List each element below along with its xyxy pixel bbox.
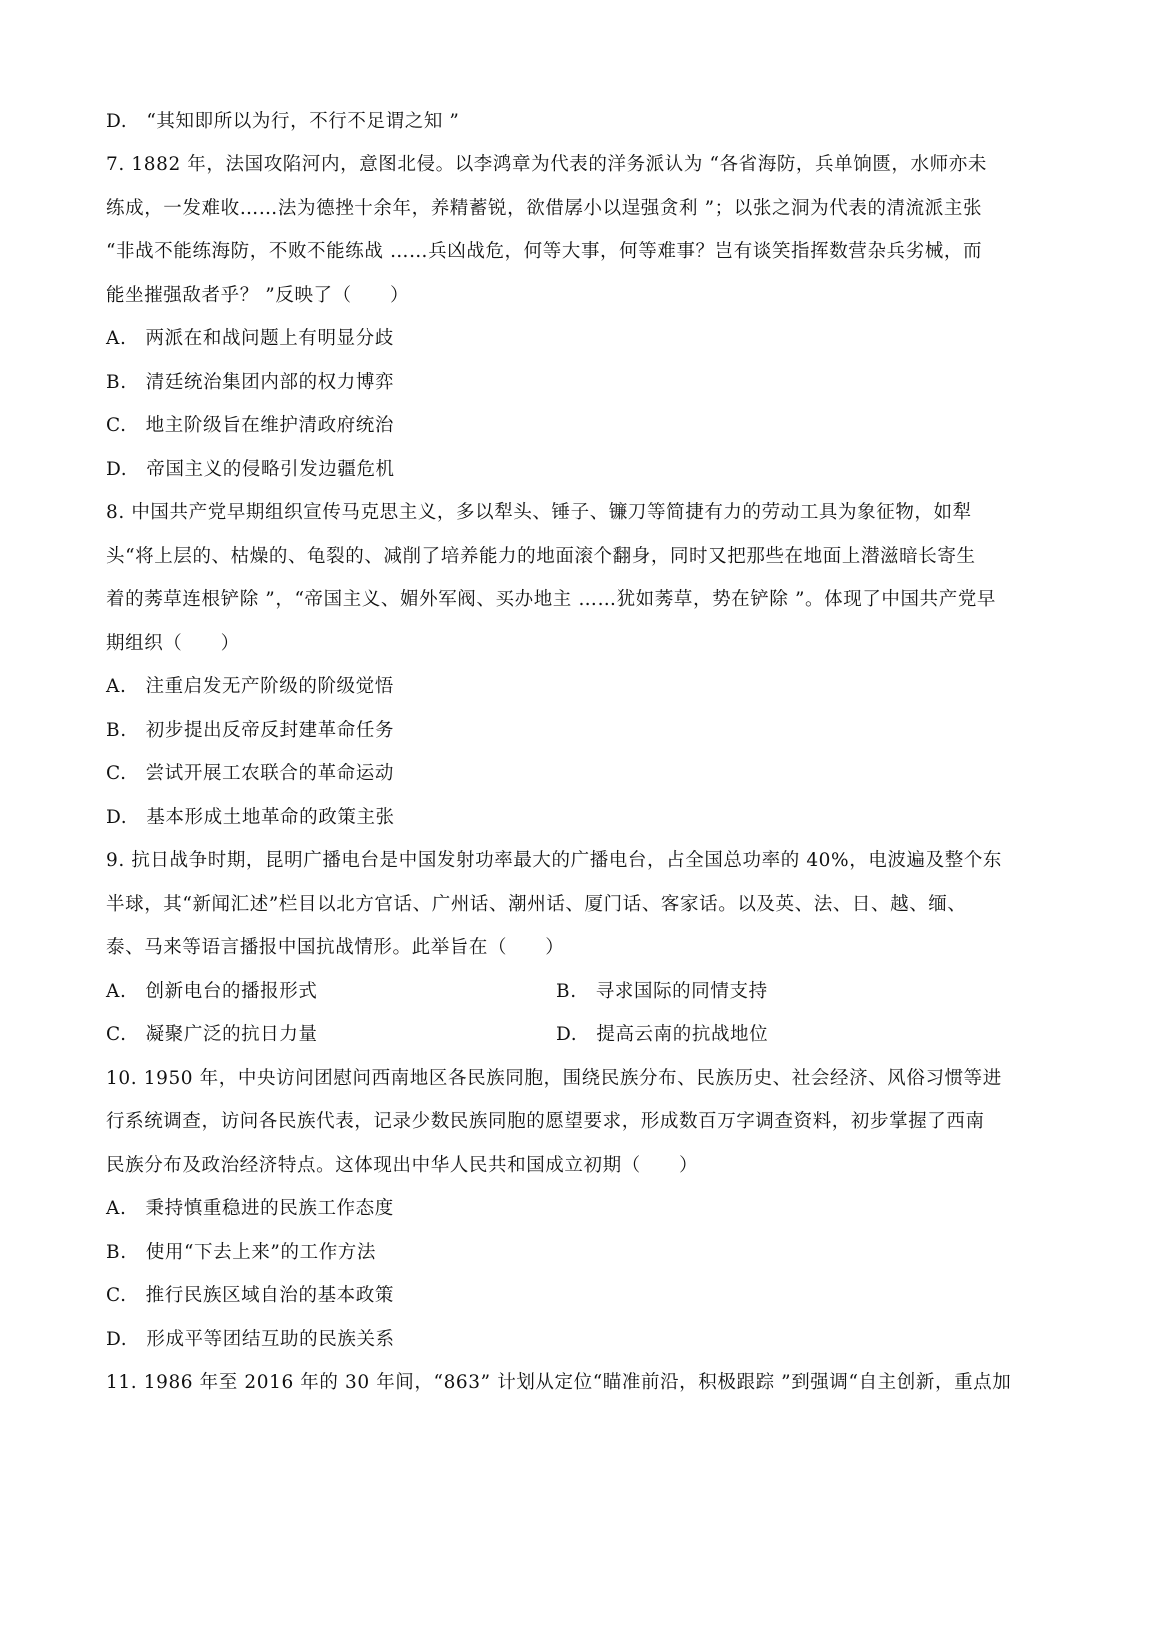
- q9-option-d: D. 提高云南的抗战地位: [556, 1024, 769, 1045]
- q10-stem-line-1: 10. 1950 年，中央访问团慰问西南地区各民族同胞，围绕民族分布、民族历史、社会经济、风俗习惯等进: [106, 1068, 1002, 1089]
- q7-stem-line-1: 7. 1882 年，法国攻陷河内，意图北侵。以李鸿章为代表的洋务派认为 “各省海防，兵单饷匮，水师亦未: [106, 154, 987, 175]
- q8-stem-line-3: 着的莠草连根铲除 ”，“帝国主义、媚外军阀、买办地主 ……犹如莠草，势在铲除 ”。体现了中国共产党早: [106, 589, 997, 610]
- q7-stem-line-2: 练成，一发难收……法为德挫十余年，养精蓄锐，欲借孱小以逞强贪利 ”；以张之洞为代表的清流派主张: [106, 198, 983, 219]
- q9-option-a: A. 创新电台的播报形式: [106, 981, 318, 1002]
- q8-option-b: B. 初步提出反帝反封建革命任务: [106, 720, 395, 741]
- q9-option-b: B. 寻求国际的同情支持: [556, 981, 768, 1002]
- q8-stem-line-4: 期组织（ ）: [106, 633, 240, 654]
- q9-option-c: C. 凝聚广泛的抗日力量: [106, 1024, 318, 1045]
- q10-option-b: B. 使用“下去上来”的工作方法: [106, 1242, 376, 1263]
- q10-option-d: D. 形成平等团结互助的民族关系: [106, 1329, 395, 1350]
- q8-option-c: C. 尝试开展工农联合的革命运动: [106, 763, 394, 784]
- q7-option-a: A. 两派在和战问题上有明显分歧: [106, 328, 394, 349]
- q10-stem-line-3: 民族分布及政治经济特点。这体现出中华人民共和国成立初期（ ）: [106, 1155, 699, 1176]
- q9-stem-line-1: 9. 抗日战争时期，昆明广播电台是中国发射功率最大的广播电台，占全国总功率的 40%，电波遍及整个东: [106, 850, 1003, 871]
- q10-option-c: C. 推行民族区域自治的基本政策: [106, 1285, 394, 1306]
- q7-option-c: C. 地主阶级旨在维护清政府统治: [106, 415, 394, 436]
- q11-stem-line-1: 11. 1986 年至 2016 年的 30 年间，“863” 计划从定位“瞄准前沿，积极跟踪 ”到强调“自主创新，重点加: [106, 1372, 1012, 1393]
- q9-stem-line-3: 泰、马来等语言播报中国抗战情形。此举旨在（ ）: [106, 937, 565, 958]
- q9-stem-line-2: 半球，其“新闻汇述”栏目以北方官话、广州话、潮州话、厦门话、客家话。以及英、法、日、越、缅、: [106, 894, 967, 915]
- q7-option-b: B. 清廷统治集团内部的权力博弈: [106, 372, 395, 393]
- q6-option-d: D. “其知即所以为行，不行不足谓之知 ”: [106, 111, 460, 132]
- q10-stem-line-2: 行系统调查，访问各民族代表，记录少数民族同胞的愿望要求，形成数百万字调查资料，初步掌握了西南: [106, 1111, 985, 1132]
- q7-stem-line-4: 能坐摧强敌者乎？ ”反映了（ ）: [106, 285, 410, 306]
- q8-stem-line-2: 头“将上层的、枯燥的、龟裂的、减削了培养能力的地面滚个翻身，同时又把那些在地面上潜滋暗长寄生: [106, 546, 976, 567]
- q8-option-d: D. 基本形成土地革命的政策主张: [106, 807, 395, 828]
- q10-option-a: A. 秉持慎重稳进的民族工作态度: [106, 1198, 394, 1219]
- q8-option-a: A. 注重启发无产阶级的阶级觉悟: [106, 676, 394, 697]
- q7-option-d: D. 帝国主义的侵略引发边疆危机: [106, 459, 395, 480]
- q7-stem-line-3: “非战不能练海防，不败不能练战 ……兵凶战危，何等大事，何等难事？岂有谈笑指挥数营杂兵劣械，而: [106, 241, 983, 262]
- q8-stem-line-1: 8. 中国共产党早期组织宣传马克思主义，多以犁头、锤子、镰刀等简捷有力的劳动工具为象征物，如犁: [106, 502, 972, 523]
